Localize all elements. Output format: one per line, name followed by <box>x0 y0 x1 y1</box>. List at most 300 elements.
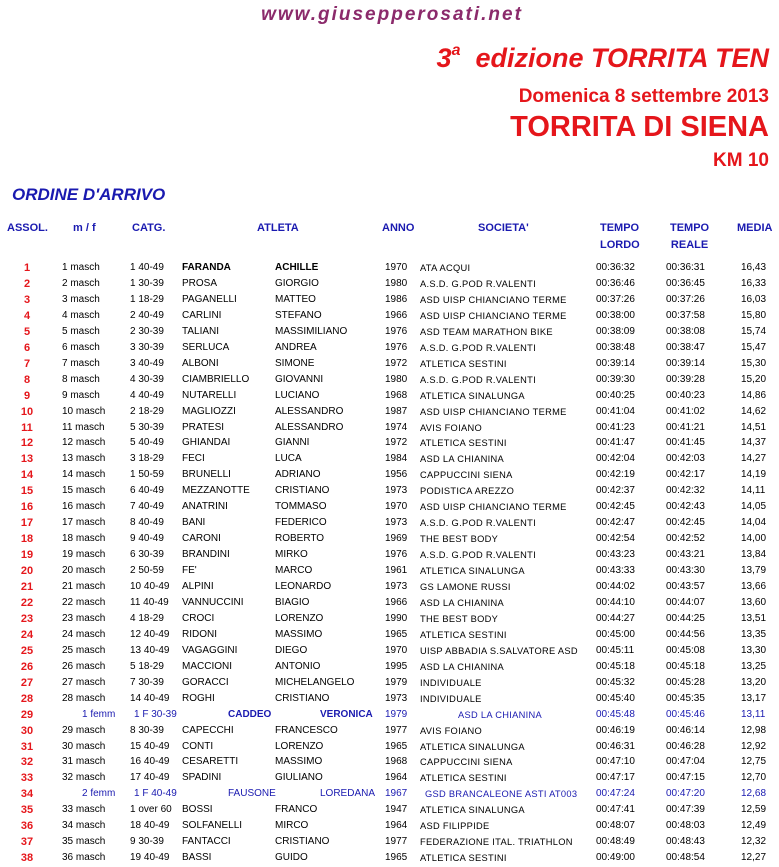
cell-nome: MIRKO <box>275 549 308 561</box>
cell-anno: 1966 <box>385 596 408 608</box>
cell-cat: 7 40-49 <box>130 501 164 513</box>
cell-cat: 7 30-39 <box>130 676 164 688</box>
cell-soc: A.S.D. G.POD R.VALENTI <box>420 550 536 561</box>
cell-soc: ASD LA CHIANINA <box>420 454 505 465</box>
cell-cog: BASSI <box>182 852 212 864</box>
cell-nome: MASSIMILIANO <box>275 325 348 337</box>
cell-lordo: 00:36:46 <box>596 277 635 289</box>
cell-reale: 00:38:08 <box>666 325 705 337</box>
event-date: Domenica 8 settembre 2013 <box>518 86 769 107</box>
cell-soc: ASD LA CHIANINA <box>420 661 505 672</box>
cell-pos: 20 <box>20 565 34 578</box>
cell-reale: 00:42:32 <box>666 485 705 497</box>
cell-reale: 00:41:21 <box>666 421 705 433</box>
cell-cog: FE' <box>182 565 197 577</box>
edition-title <box>437 42 769 74</box>
cell-media: 16,43 <box>741 262 767 273</box>
cell-lordo: 00:42:37 <box>596 485 635 497</box>
cell-soc: ATLETICA SESTINI <box>420 438 507 449</box>
cell-anno: 1973 <box>385 485 408 497</box>
cell-cog: SPADINI <box>182 772 222 784</box>
cell-lordo: 00:39:14 <box>596 357 635 369</box>
cell-reale: 00:45:35 <box>666 692 705 704</box>
cell-anno: 1972 <box>385 357 408 369</box>
table-row <box>0 770 779 786</box>
cell-anno: 1976 <box>385 325 408 337</box>
cell-lordo: 00:47:17 <box>596 772 635 784</box>
cell-lordo: 00:41:47 <box>596 437 635 449</box>
cell-cog: ALPINI <box>182 581 214 592</box>
cell-media: 14,05 <box>741 501 767 513</box>
cell-nome: LORENZO <box>275 740 324 752</box>
cell-cog: ROGHI <box>182 692 215 704</box>
cell-anno: 1964 <box>385 820 408 832</box>
cell-reale: 00:37:26 <box>666 293 705 305</box>
cell-mf: 7 masch <box>62 357 100 369</box>
cell-mf: 34 masch <box>62 820 106 832</box>
cell-reale: 00:36:45 <box>666 277 705 289</box>
cell-nome: BIAGIO <box>275 596 310 608</box>
cell-lordo: 00:45:48 <box>596 708 635 720</box>
cell-pos: 31 <box>20 740 34 753</box>
cell-cat: 2 30-39 <box>130 325 164 337</box>
cell-cat: 14 40-49 <box>130 692 170 704</box>
cell-cog: MAGLIOZZI <box>182 405 236 417</box>
cell-cat: 4 40-49 <box>130 389 164 401</box>
cell-soc: CAPPUCCINI SIENA <box>420 757 513 768</box>
cell-cat: 12 40-49 <box>130 628 170 640</box>
cell-media: 12,98 <box>741 724 767 736</box>
edition-number: 3 <box>436 43 452 73</box>
cell-lordo: 00:43:23 <box>596 549 635 561</box>
cell-lordo: 00:45:11 <box>596 644 635 656</box>
cell-reale: 00:45:46 <box>666 708 705 720</box>
cell-lordo: 00:42:47 <box>596 517 635 529</box>
cell-cog: CARLINI <box>182 309 222 321</box>
table-row <box>0 388 779 404</box>
cell-reale: 00:48:03 <box>666 820 705 832</box>
cell-pos: 24 <box>20 628 34 641</box>
cell-cat: 2 50-59 <box>130 565 164 577</box>
cell-lordo: 00:45:00 <box>596 628 635 640</box>
cell-cat: 3 30-39 <box>130 341 164 353</box>
cell-reale: 00:41:45 <box>666 437 705 449</box>
cell-pos: 29 <box>20 708 34 721</box>
cell-media: 12,49 <box>741 820 767 832</box>
cell-soc: ATLETICA SINALUNGA <box>420 805 525 816</box>
cell-cat: 1 over 60 <box>130 804 172 816</box>
cell-cat: 2 18-29 <box>130 405 164 417</box>
cell-mf: 32 masch <box>62 772 106 784</box>
table-row <box>0 451 779 467</box>
cell-mf: 13 masch <box>62 453 106 465</box>
cell-mf: 2 masch <box>62 277 100 289</box>
cell-pos: 26 <box>20 660 34 673</box>
cell-cog: MEZZANOTTE <box>182 485 250 497</box>
cell-mf: 25 masch <box>62 644 106 656</box>
cell-reale: 00:43:30 <box>666 565 705 577</box>
cell-reale: 00:45:28 <box>666 676 705 688</box>
cell-pos: 32 <box>20 756 34 769</box>
cell-mf: 5 masch <box>62 325 100 337</box>
cell-nome: GUIDO <box>275 852 308 864</box>
table-row <box>0 786 779 802</box>
cell-pos: 11 <box>21 421 33 434</box>
cell-cog: CAPECCHI <box>182 724 234 736</box>
cell-media: 15,74 <box>741 325 767 337</box>
table-row <box>0 579 779 595</box>
cell-lordo: 00:42:19 <box>596 469 635 481</box>
cell-mf: 3 masch <box>62 293 100 305</box>
cell-anno: 1966 <box>385 309 408 321</box>
cell-nome: ROBERTO <box>275 533 325 545</box>
cell-anno: 1968 <box>385 756 408 768</box>
cell-media: 14,37 <box>741 437 767 449</box>
cell-media: 13,66 <box>741 581 767 592</box>
cell-cog: CARONI <box>182 533 221 545</box>
cell-nome: MICHELANGELO <box>275 676 355 688</box>
cell-soc: ATLETICA SINALUNGA <box>420 390 525 401</box>
cell-pos: 9 <box>23 389 31 402</box>
cell-media: 15,80 <box>741 309 767 321</box>
section-title: ORDINE D'ARRIVO <box>12 185 166 204</box>
cell-cog: VANNUCCINI <box>182 596 244 608</box>
col-societa: SOCIETA' <box>478 222 529 234</box>
cell-reale: 00:41:02 <box>666 405 705 417</box>
cell-reale: 00:48:54 <box>666 852 705 864</box>
cell-soc: UISP ABBADIA S.SALVATORE ASD <box>420 645 578 656</box>
cell-pos: 13 <box>20 453 34 466</box>
cell-reale: 00:45:08 <box>666 644 705 656</box>
table-row <box>0 595 779 611</box>
cell-reale: 00:47:39 <box>666 804 705 816</box>
cell-soc: PODISTICA AREZZO <box>420 486 515 497</box>
cell-pos: 16 <box>20 501 34 514</box>
cell-media: 12,92 <box>741 740 767 752</box>
cell-anno: 1980 <box>385 373 408 385</box>
cell-cog: CIAMBRIELLO <box>182 373 250 385</box>
cell-nome: MASSIMO <box>275 756 323 768</box>
cell-pos: 6 <box>23 341 31 354</box>
cell-cog: PRATESI <box>182 421 225 433</box>
cell-nome: FEDERICO <box>275 517 327 529</box>
cell-nome: CRISTIANO <box>275 485 330 497</box>
cell-anno: 1987 <box>385 405 408 417</box>
cell-mf: 30 masch <box>62 740 106 752</box>
cell-soc: ATA ACQUI <box>420 263 471 273</box>
cell-soc: ATLETICA SINALUNGA <box>420 741 525 752</box>
cell-pos: 18 <box>20 533 34 546</box>
cell-mf: 11 masch <box>62 421 105 433</box>
cell-anno: 1972 <box>385 437 408 449</box>
cell-media: 14,11 <box>741 485 766 497</box>
cell-soc: THE BEST BODY <box>420 613 499 624</box>
table-row <box>0 563 779 579</box>
col-catg: CATG. <box>132 222 166 234</box>
cell-mf: 6 masch <box>62 341 100 353</box>
edition-superscript: a <box>451 42 461 59</box>
cell-reale: 00:44:07 <box>666 596 705 608</box>
cell-cat: 13 40-49 <box>130 644 170 656</box>
cell-anno: 1977 <box>385 724 408 736</box>
cell-cat: 1 40-49 <box>130 262 164 273</box>
cell-anno: 1973 <box>385 581 408 592</box>
table-row <box>0 850 779 866</box>
cell-mf: 9 masch <box>62 389 100 401</box>
cell-media: 15,47 <box>741 341 767 353</box>
cell-media: 16,33 <box>741 277 767 289</box>
cell-reale: 00:42:03 <box>666 453 705 465</box>
edition-text: edizione TORRITA TEN <box>475 43 769 73</box>
cell-anno: 1964 <box>385 772 408 784</box>
table-row <box>0 340 779 356</box>
cell-lordo: 00:45:40 <box>596 692 635 704</box>
cell-lordo: 00:38:48 <box>596 341 635 353</box>
cell-mf: 28 masch <box>62 692 106 704</box>
cell-pos: 15 <box>20 485 34 498</box>
cell-media: 13,20 <box>741 676 767 688</box>
cell-reale: 00:47:15 <box>666 772 705 784</box>
cell-soc: ASD FILIPPIDE <box>420 821 490 832</box>
cell-cat: 5 40-49 <box>130 437 164 449</box>
cell-nome: ALESSANDRO <box>275 405 344 417</box>
cell-pos: 3 <box>23 293 31 306</box>
cell-media: 12,75 <box>741 756 767 768</box>
cell-reale: 00:47:20 <box>666 788 705 800</box>
cell-cat: 15 40-49 <box>130 740 170 752</box>
cell-pos: 12 <box>20 437 34 450</box>
cell-cog: BRANDINI <box>182 549 230 561</box>
cell-cog: MACCIONI <box>182 660 232 672</box>
table-row <box>0 659 779 675</box>
cell-lordo: 00:39:30 <box>596 373 635 385</box>
cell-nome: CRISTIANO <box>275 692 330 704</box>
cell-soc: ASD LA CHIANINA <box>458 709 543 720</box>
cell-lordo: 00:42:45 <box>596 501 635 513</box>
cell-lordo: 00:42:54 <box>596 533 635 545</box>
cell-cog: PROSA <box>182 277 218 289</box>
cell-soc: A.S.D. G.POD R.VALENTI <box>420 342 536 353</box>
table-row <box>0 691 779 707</box>
table-row <box>0 723 779 739</box>
cell-cat: 8 40-49 <box>130 517 164 529</box>
cell-lordo: 00:40:25 <box>596 389 635 401</box>
event-city: TORRITA DI SIENA <box>510 111 769 143</box>
cell-anno: 1967 <box>385 788 408 800</box>
cell-media: 16,03 <box>741 293 767 305</box>
cell-pos: 28 <box>20 692 34 705</box>
cell-cat: 1 50-59 <box>130 469 164 481</box>
cell-anno: 1961 <box>385 565 408 577</box>
cell-nome: STEFANO <box>275 309 322 321</box>
col-tempo-reale: TEMPO REALE <box>670 222 710 251</box>
cell-media: 15,30 <box>741 357 767 369</box>
cell-lordo: 00:48:49 <box>596 836 635 848</box>
cell-nome: MARCO <box>275 565 313 577</box>
cell-reale: 00:44:56 <box>666 628 705 640</box>
cell-soc: ASD UISP CHIANCIANO TERME <box>420 502 567 513</box>
cell-lordo: 00:43:33 <box>596 565 635 577</box>
cell-nome: ANDREA <box>275 341 317 353</box>
cell-mf: 36 masch <box>62 852 106 864</box>
cell-media: 14,51 <box>741 421 767 433</box>
cell-soc: ASD UISP CHIANCIANO TERME <box>420 294 567 305</box>
cell-nome: FRANCESCO <box>275 724 338 736</box>
cell-nome: GIORGIO <box>275 277 319 289</box>
cell-media: 13,84 <box>741 549 767 561</box>
cell-lordo: 00:38:09 <box>596 325 635 337</box>
cell-cog: CROCI <box>182 612 215 624</box>
table-row <box>0 675 779 691</box>
cell-anno: 1990 <box>385 612 408 624</box>
cell-mf: 2 femm <box>82 788 116 800</box>
cell-mf: 4 masch <box>62 309 100 321</box>
cell-soc: ATLETICA SESTINI <box>420 853 507 864</box>
cell-pos: 2 <box>23 277 31 290</box>
cell-cat: 3 40-49 <box>130 357 164 369</box>
cell-mf: 8 masch <box>62 373 100 385</box>
cell-nome: GIOVANNI <box>275 373 324 385</box>
cell-nome: MASSIMO <box>275 628 323 640</box>
cell-lordo: 00:46:31 <box>596 740 635 752</box>
cell-nome: LUCA <box>275 453 302 465</box>
cell-anno: 1970 <box>385 501 408 513</box>
cell-anno: 1979 <box>385 676 408 688</box>
cell-reale: 00:42:17 <box>666 469 705 481</box>
cell-pos: 21 <box>20 581 34 593</box>
cell-soc: GS LAMONE RUSSI <box>420 582 511 592</box>
cell-soc: THE BEST BODY <box>420 534 499 545</box>
col-media: MEDIA <box>737 222 773 234</box>
col-anno: ANNO <box>382 222 415 234</box>
table-row <box>0 276 779 292</box>
cell-reale: 00:39:14 <box>666 357 705 369</box>
cell-media: 13,51 <box>741 612 767 624</box>
cell-soc: FEDERAZIONE ITAL. TRIATHLON <box>420 837 573 848</box>
table-row <box>0 292 779 308</box>
cell-anno: 1970 <box>385 644 408 656</box>
cell-cat: 3 18-29 <box>130 453 164 465</box>
cell-lordo: 00:47:10 <box>596 756 635 768</box>
cell-reale: 00:43:21 <box>666 549 705 561</box>
table-row <box>0 547 779 563</box>
cell-nome: VERONICA <box>320 708 373 720</box>
cell-lordo: 00:48:07 <box>596 820 635 832</box>
cell-cog: FECI <box>182 453 205 465</box>
cell-pos: 38 <box>20 852 34 865</box>
cell-cat: 9 40-49 <box>130 533 164 545</box>
col-assol: ASSOL. <box>7 222 48 234</box>
cell-lordo: 00:41:23 <box>596 421 635 433</box>
cell-cat: 16 40-49 <box>130 756 170 768</box>
cell-reale: 00:36:31 <box>666 262 705 273</box>
cell-lordo: 00:44:02 <box>596 581 635 592</box>
cell-mf: 17 masch <box>62 517 106 529</box>
cell-anno: 1977 <box>385 836 408 848</box>
table-row <box>0 739 779 755</box>
cell-media: 14,04 <box>741 517 767 529</box>
cell-cat: 19 40-49 <box>130 852 170 864</box>
cell-nome: MATTEO <box>275 293 316 305</box>
cell-anno: 1979 <box>385 708 408 720</box>
cell-mf: 1 masch <box>62 262 100 273</box>
cell-lordo: 00:36:32 <box>596 262 635 273</box>
cell-anno: 1976 <box>385 341 408 353</box>
cell-soc: ATLETICA SINALUNGA <box>420 566 525 577</box>
cell-media: 14,62 <box>741 405 767 417</box>
cell-soc: A.S.D. G.POD R.VALENTI <box>420 278 536 289</box>
cell-anno: 1965 <box>385 740 408 752</box>
table-row <box>0 515 779 531</box>
cell-anno: 1976 <box>385 549 408 561</box>
cell-cat: 10 40-49 <box>130 581 170 592</box>
cell-cog: PAGANELLI <box>182 293 237 305</box>
cell-media: 13,79 <box>741 565 767 577</box>
site-url: www.giusepperosati.net <box>261 4 523 25</box>
cell-media: 14,86 <box>741 389 767 401</box>
cell-cat: 4 18-29 <box>130 612 164 624</box>
cell-pos: 30 <box>20 724 34 737</box>
cell-media: 13,60 <box>741 596 767 608</box>
cell-anno: 1956 <box>385 469 408 481</box>
cell-reale: 00:47:04 <box>666 756 705 768</box>
cell-mf: 21 masch <box>62 581 106 592</box>
cell-nome: GIANNI <box>275 437 310 449</box>
cell-nome: GIULIANO <box>275 772 323 784</box>
cell-mf: 1 femm <box>82 708 116 720</box>
cell-mf: 14 masch <box>62 469 106 481</box>
cell-cat: 11 40-49 <box>130 596 169 608</box>
table-row <box>0 435 779 451</box>
cell-soc: A.S.D. G.POD R.VALENTI <box>420 518 536 529</box>
cell-soc: AVIS FOIANO <box>420 725 483 736</box>
cell-nome: SIMONE <box>275 357 315 369</box>
cell-nome: ACHILLE <box>275 262 319 273</box>
cell-media: 13,25 <box>741 660 767 672</box>
cell-mf: 19 masch <box>62 549 106 561</box>
cell-mf: 35 masch <box>62 836 106 848</box>
cell-soc: GSD BRANCALEONE ASTI AT003 <box>425 789 578 800</box>
cell-reale: 00:42:43 <box>666 501 705 513</box>
cell-media: 12,70 <box>741 772 767 784</box>
cell-reale: 00:42:52 <box>666 533 705 545</box>
cell-soc: ATLETICA SESTINI <box>420 358 507 369</box>
col-tempo-lordo: TEMPO LORDO <box>600 222 640 251</box>
cell-anno: 1965 <box>385 852 408 864</box>
table-row <box>0 818 779 834</box>
cell-anno: 1969 <box>385 533 408 545</box>
cell-lordo: 00:49:00 <box>596 852 635 864</box>
cell-soc: INDIVIDUALE <box>420 677 482 688</box>
cell-lordo: 00:41:04 <box>596 405 635 417</box>
cell-lordo: 00:47:24 <box>596 788 635 800</box>
cell-cat: 1 F 40-49 <box>134 788 177 800</box>
cell-pos: 22 <box>20 596 34 609</box>
table-row <box>0 467 779 483</box>
cell-mf: 16 masch <box>62 501 106 513</box>
cell-anno: 1947 <box>385 804 408 816</box>
cell-reale: 00:46:28 <box>666 740 705 752</box>
cell-media: 14,00 <box>741 533 767 545</box>
cell-reale: 00:39:28 <box>666 373 705 385</box>
cell-cat: 2 40-49 <box>130 309 164 321</box>
cell-pos: 14 <box>20 469 34 482</box>
cell-cat: 9 30-39 <box>130 836 164 848</box>
cell-mf: 31 masch <box>62 756 106 768</box>
cell-cog: BOSSI <box>182 804 213 816</box>
cell-soc: ASD UISP CHIANCIANO TERME <box>420 406 567 417</box>
cell-cat: 18 40-49 <box>130 820 170 832</box>
